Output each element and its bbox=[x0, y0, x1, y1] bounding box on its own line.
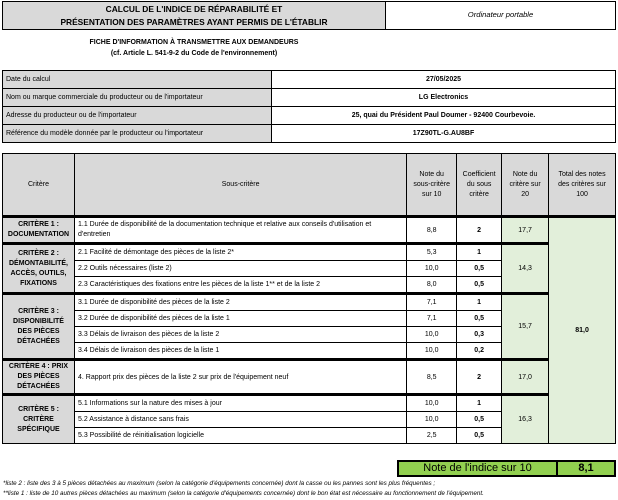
info-value: 27/05/2025 bbox=[272, 71, 616, 89]
criterion-name: CRITÈRE 3 : DISPONIBILITÉ DES PIÈCES DÉTACHÉES bbox=[3, 294, 75, 360]
info-label: Adresse du producteur ou de l'importateur bbox=[3, 107, 272, 125]
sub-coef: 0,5 bbox=[457, 311, 502, 327]
table-row bbox=[3, 360, 616, 395]
sub-criterion-label: 3.2 Durée de disponibilité des pièces de la liste 1 bbox=[74, 311, 406, 327]
title-line-1: CALCUL DE L'INDICE DE RÉPARABILITÉ ET bbox=[105, 4, 283, 14]
sub-coef: 0,5 bbox=[457, 428, 502, 444]
sub-coef: 0,5 bbox=[457, 261, 502, 277]
document-title bbox=[2, 1, 386, 30]
col-note-crit: Note du critère sur 20 bbox=[502, 154, 549, 217]
criterion-score: 16,3 bbox=[502, 395, 549, 444]
sub-note: 5,3 bbox=[407, 244, 457, 261]
final-score-value: 8,1 bbox=[558, 460, 616, 477]
footnote-liste-2: *liste 2 : liste des 3 à 5 pièces détachées au maximum (selon la catégorie d'équipements concernée) dont la casse ou les pannes sont les plus fréquentes ; bbox=[3, 480, 436, 487]
sub-criterion-label: 5.1 Informations sur la nature des mises à jour bbox=[74, 395, 406, 412]
sub-criterion-label: 3.1 Durée de disponibilité des pièces de la liste 2 bbox=[74, 294, 406, 311]
info-label: Référence du modèle donnée par le producteur ou l'importateur bbox=[3, 125, 272, 143]
table-row bbox=[3, 294, 616, 311]
score-table bbox=[2, 153, 616, 444]
sub-note: 8,0 bbox=[407, 277, 457, 294]
info-row bbox=[3, 89, 616, 107]
col-total: Total des notes des critères sur 100 bbox=[549, 154, 616, 217]
final-score-label: Note de l'indice sur 10 bbox=[397, 460, 558, 477]
info-label: Date du calcul bbox=[3, 71, 272, 89]
criterion-name: CRITÈRE 2 : DÉMONTABILITÉ, ACCÈS, OUTILS, FIXATIONS bbox=[3, 244, 75, 294]
sub-coef: 0,2 bbox=[457, 343, 502, 360]
info-row bbox=[3, 107, 616, 125]
sub-note: 10,0 bbox=[407, 327, 457, 343]
criterion-score: 17,7 bbox=[502, 217, 549, 244]
sub-criterion-label: 2.2 Outils nécessaires (liste 2) bbox=[74, 261, 406, 277]
sub-criterion-label: 2.3 Caractéristiques des fixations entre les pièces de la liste 1** et de la liste 2 bbox=[74, 277, 406, 294]
sub-note: 7,1 bbox=[407, 311, 457, 327]
total-score: 81,0 bbox=[549, 217, 616, 444]
fiche-line-2: (cf. Article L. 541-9-2 du Code de l'environnement) bbox=[110, 50, 278, 57]
table-row bbox=[3, 395, 616, 412]
sub-note: 10,0 bbox=[407, 395, 457, 412]
sub-note: 7,1 bbox=[407, 294, 457, 311]
product-category: Ordinateur portable bbox=[386, 1, 616, 30]
footnote-liste-1: **liste 1 : liste de 10 autres pièces détachées au maximum (selon la catégorie d'équipements concernée) dont le bon état est nécessaire au fonctionnement de l'équipement. bbox=[3, 490, 484, 497]
col-sous-critere: Sous-critère bbox=[74, 154, 406, 217]
sub-note: 8,8 bbox=[407, 217, 457, 244]
criterion-score: 15,7 bbox=[502, 294, 549, 360]
sub-criterion-label: 2.1 Facilité de démontage des pièces de la liste 2* bbox=[74, 244, 406, 261]
fiche-line-1: FICHE D'INFORMATION À TRANSMETTRE AUX DEMANDEURS bbox=[89, 39, 299, 46]
sub-note: 10,0 bbox=[407, 343, 457, 360]
sub-note: 2,5 bbox=[407, 428, 457, 444]
sub-criterion-label: 3.3 Délais de livraison des pièces de la liste 2 bbox=[74, 327, 406, 343]
info-label: Nom ou marque commerciale du producteur ou de l'importateur bbox=[3, 89, 272, 107]
sub-coef: 2 bbox=[457, 217, 502, 244]
sub-coef: 1 bbox=[457, 244, 502, 261]
sub-coef: 0,3 bbox=[457, 327, 502, 343]
sub-criterion-label: 3.4 Délais de livraison des pièces de la liste 1 bbox=[74, 343, 406, 360]
criterion-score: 14,3 bbox=[502, 244, 549, 294]
sub-note: 10,0 bbox=[407, 261, 457, 277]
sub-coef: 1 bbox=[457, 294, 502, 311]
info-value: 17Z90TL-G.AU8BF bbox=[272, 125, 616, 143]
sub-note: 8,5 bbox=[407, 360, 457, 395]
table-row bbox=[3, 244, 616, 261]
info-value: LG Electronics bbox=[272, 89, 616, 107]
sub-criterion-label: 1.1 Durée de disponibilité de la documentation technique et relative aux conseils d'utilisation et d'entretien bbox=[74, 217, 406, 244]
info-row bbox=[3, 125, 616, 143]
table-row bbox=[3, 217, 616, 244]
sub-criterion-label: 4. Rapport prix des pièces de la liste 2 sur prix de l'équipement neuf bbox=[74, 360, 406, 395]
info-row bbox=[3, 71, 616, 89]
criterion-score: 17,0 bbox=[502, 360, 549, 395]
info-value: 25, quai du Président Paul Doumer - 92400 Courbevoie. bbox=[272, 107, 616, 125]
sub-coef: 2 bbox=[457, 360, 502, 395]
col-coef: Coefficient du sous critère bbox=[457, 154, 502, 217]
header-row bbox=[3, 154, 616, 217]
sub-coef: 1 bbox=[457, 395, 502, 412]
criterion-name: CRITÈRE 5 : CRITÈRE SPÉCIFIQUE bbox=[3, 395, 75, 444]
sub-criterion-label: 5.3 Possibilité de réinitialisation logicielle bbox=[74, 428, 406, 444]
sub-criterion-label: 5.2 Assistance à distance sans frais bbox=[74, 412, 406, 428]
sub-note: 10,0 bbox=[407, 412, 457, 428]
col-critere: Critère bbox=[3, 154, 75, 217]
sub-coef: 0,5 bbox=[457, 277, 502, 294]
info-table bbox=[2, 70, 616, 143]
sub-coef: 0,5 bbox=[457, 412, 502, 428]
criterion-name: CRITÈRE 4 : PRIX DES PIÈCES DÉTACHÉES bbox=[3, 360, 75, 395]
title-line-2: PRÉSENTATION DES PARAMÈTRES AYANT PERMIS DE L'ÉTABLIR bbox=[60, 16, 328, 27]
fiche-heading bbox=[2, 37, 386, 59]
col-note-sous: Note du sous-critère sur 10 bbox=[407, 154, 457, 217]
criterion-name: CRITÈRE 1 : DOCUMENTATION bbox=[3, 217, 75, 244]
